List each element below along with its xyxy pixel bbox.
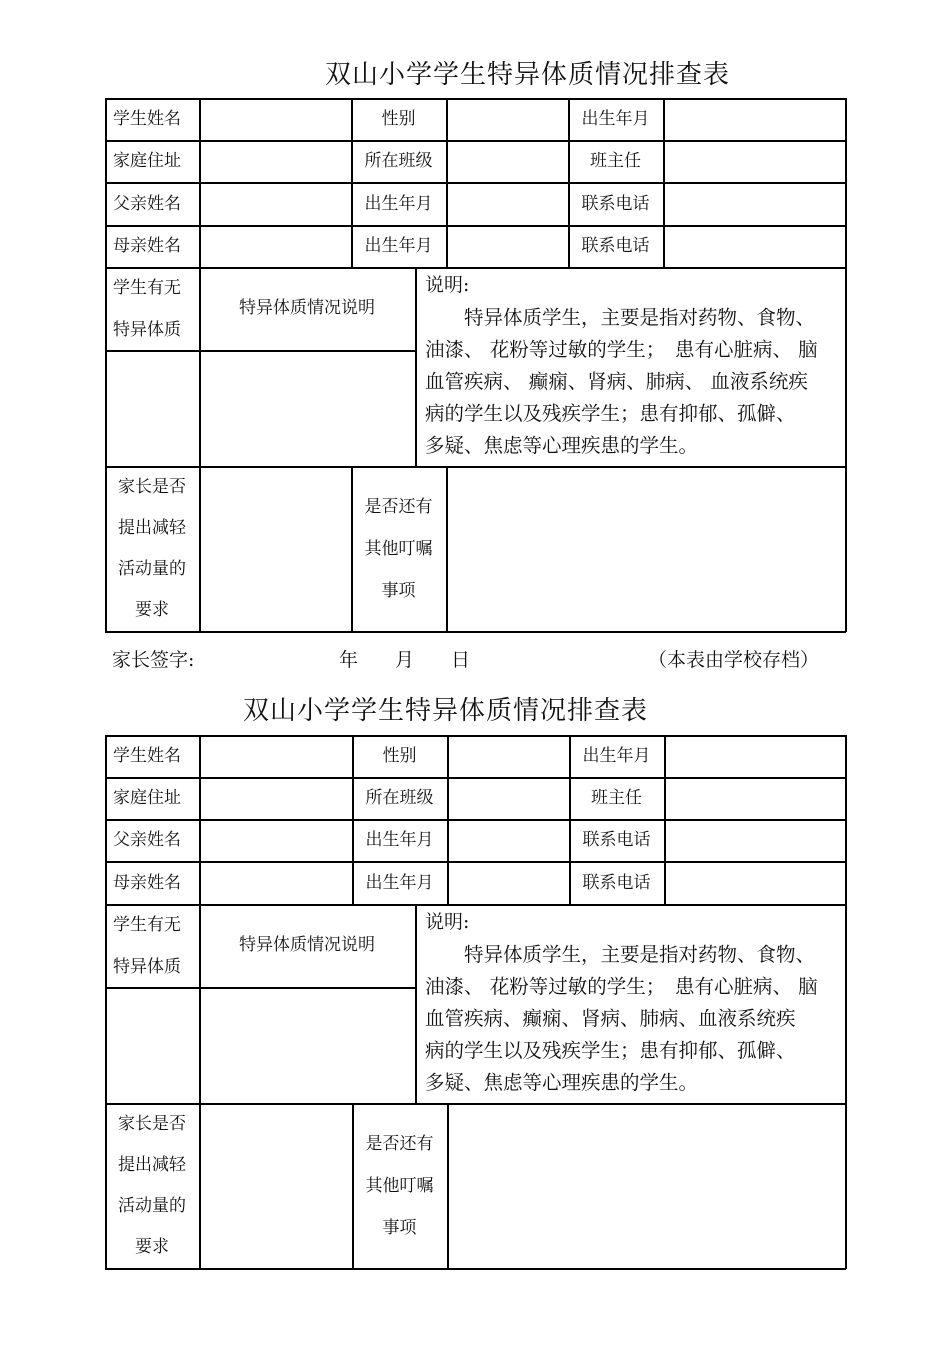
table-border: [105, 631, 846, 633]
note-line: 血管疾病、癫痫、肾病、肺病、血液系统疾: [425, 1007, 796, 1030]
label-home-address: 家庭住址: [113, 151, 181, 171]
table-rule: [415, 267, 417, 467]
label-reduce-activity-line: 提出减轻: [118, 517, 186, 538]
input-mother-phone[interactable]: [666, 862, 844, 904]
label-reduce-activity-line: 家长是否: [118, 1113, 186, 1134]
label-other-notes-line: 是否还有: [365, 1133, 434, 1154]
label-condition-desc: 特异体质情况说明: [239, 298, 375, 318]
input-condition-desc[interactable]: [201, 352, 414, 465]
input-mother-birth[interactable]: [448, 226, 567, 267]
table-rule: [105, 904, 846, 906]
label-birth-date: 出生年月: [581, 109, 650, 129]
label-mother-name: 母亲姓名: [113, 872, 181, 893]
label-condition-desc: 特异体质情况说明: [239, 935, 375, 955]
table-border: [845, 735, 847, 1269]
input-other-notes[interactable]: [448, 468, 844, 630]
label-father-phone: 联系电话: [582, 830, 651, 850]
label-home-address: 家庭住址: [113, 788, 181, 808]
note-line: 多疑、焦虑等心理疾患的学生。: [425, 434, 699, 457]
table-rule: [105, 267, 846, 269]
label-father-birth: 出生年月: [365, 830, 434, 850]
label-class: 所在班级: [364, 151, 433, 171]
input-mother-name[interactable]: [201, 226, 350, 267]
label-birth-date: 出生年月: [582, 746, 651, 766]
input-gender[interactable]: [449, 736, 568, 777]
label-has-condition-line: 特异体质: [113, 319, 181, 340]
input-has-condition[interactable]: [107, 352, 198, 465]
label-reduce-activity-line: 家长是否: [118, 476, 186, 497]
label-other-notes-line: 其他叮嘱: [365, 1175, 434, 1196]
input-reduce-activity[interactable]: [201, 468, 350, 630]
label-reduce-activity-line: 活动量的: [118, 558, 186, 579]
label-has-condition: [105, 267, 199, 350]
label-other-notes-line: 事项: [381, 580, 416, 601]
input-birth-date[interactable]: [665, 99, 844, 140]
input-father-phone[interactable]: [665, 183, 844, 225]
label-student-name: 学生姓名: [113, 746, 181, 766]
form-1-title: 双山小学学生特异体质情况排查表: [325, 60, 731, 90]
label-reduce-activity-line: 活动量的: [118, 1195, 186, 1216]
label-has-condition: [105, 904, 199, 987]
note-heading: 说明:: [425, 911, 470, 933]
table-border: [105, 1268, 846, 1270]
note-line: 特异体质学生，主要是指对药物、食物、: [425, 943, 816, 966]
label-gender: 性别: [382, 746, 417, 766]
signature-field[interactable]: [210, 648, 330, 672]
label-other-notes-line: 其他叮嘱: [364, 538, 433, 559]
label-father-birth: 出生年月: [364, 193, 433, 214]
label-gender: 性别: [381, 109, 416, 129]
label-other-notes-line: 是否还有: [364, 496, 433, 517]
label-has-condition-line: 学生有无: [113, 914, 181, 935]
label-reduce-activity: [105, 466, 199, 631]
note-line: 多疑、焦虑等心理疾患的学生。: [425, 1071, 699, 1094]
table-rule: [415, 904, 417, 1104]
date-year-label: 年: [339, 649, 359, 671]
input-father-birth[interactable]: [449, 820, 568, 861]
label-mother-name: 母亲姓名: [113, 236, 181, 256]
note-text: [425, 939, 818, 1099]
input-class[interactable]: [448, 141, 567, 182]
label-class: 所在班级: [365, 788, 434, 808]
label-other-notes: [352, 1103, 447, 1268]
input-father-name[interactable]: [201, 183, 350, 225]
label-father-phone: 联系电话: [581, 193, 650, 214]
label-father-name: 父亲姓名: [113, 830, 181, 850]
input-father-birth[interactable]: [448, 183, 567, 225]
input-has-condition[interactable]: [107, 989, 198, 1102]
label-reduce-activity-line: 要求: [135, 599, 169, 620]
label-reduce-activity-line: 提出减轻: [118, 1154, 186, 1175]
date-month-label: 月: [395, 649, 415, 671]
input-student-name[interactable]: [201, 99, 350, 140]
input-home-address[interactable]: [201, 778, 351, 819]
input-head-teacher[interactable]: [665, 141, 844, 182]
date-day-label: 日: [451, 649, 471, 671]
signature-label: 家长签字:: [112, 649, 195, 671]
label-other-notes: [351, 466, 446, 631]
form-2-title: 双山小学学生特异体质情况排查表: [243, 696, 649, 726]
input-gender[interactable]: [448, 99, 567, 140]
label-mother-birth: 出生年月: [365, 872, 434, 893]
input-head-teacher[interactable]: [666, 778, 844, 819]
archive-note: （本表由学校存档）: [648, 649, 820, 671]
note-text: [425, 302, 818, 462]
note-line: 病的学生以及残疾学生；患有抑郁、孤僻、: [425, 1039, 796, 1062]
label-reduce-activity: [105, 1103, 199, 1268]
note-line: 油漆、 花粉等过敏的学生； 患有心脏病、 脑: [425, 975, 818, 998]
input-mother-name[interactable]: [201, 862, 351, 904]
label-has-condition-line: 特异体质: [113, 956, 181, 977]
input-mother-birth[interactable]: [449, 862, 568, 904]
input-home-address[interactable]: [201, 141, 350, 182]
label-mother-phone: 联系电话: [581, 236, 650, 256]
label-student-name: 学生姓名: [113, 109, 181, 129]
label-mother-birth: 出生年月: [364, 236, 433, 256]
input-class[interactable]: [449, 778, 568, 819]
table-border: [845, 98, 847, 632]
input-condition-desc[interactable]: [201, 989, 414, 1102]
input-father-name[interactable]: [201, 820, 351, 861]
input-other-notes[interactable]: [449, 1105, 844, 1267]
note-line: 油漆、 花粉等过敏的学生； 患有心脏病、 脑: [425, 338, 818, 361]
label-other-notes-line: 事项: [382, 1217, 417, 1238]
note-line: 血管疾病、 癫痫、肾病、肺病、 血液系统疾: [425, 370, 808, 393]
label-reduce-activity-line: 要求: [135, 1236, 169, 1257]
input-mother-phone[interactable]: [665, 226, 844, 267]
label-father-name: 父亲姓名: [113, 193, 181, 214]
note-line: 病的学生以及残疾学生；患有抑郁、孤僻、: [425, 402, 796, 425]
input-student-name[interactable]: [201, 736, 351, 777]
input-birth-date[interactable]: [666, 736, 844, 777]
label-mother-phone: 联系电话: [582, 872, 651, 893]
input-reduce-activity[interactable]: [201, 1105, 351, 1267]
note-heading: 说明:: [425, 274, 470, 296]
label-head-teacher: 班主任: [591, 788, 642, 808]
input-father-phone[interactable]: [666, 820, 844, 861]
label-has-condition-line: 学生有无: [113, 277, 181, 298]
label-head-teacher: 班主任: [590, 151, 641, 171]
note-line: 特异体质学生，主要是指对药物、食物、: [425, 306, 816, 329]
